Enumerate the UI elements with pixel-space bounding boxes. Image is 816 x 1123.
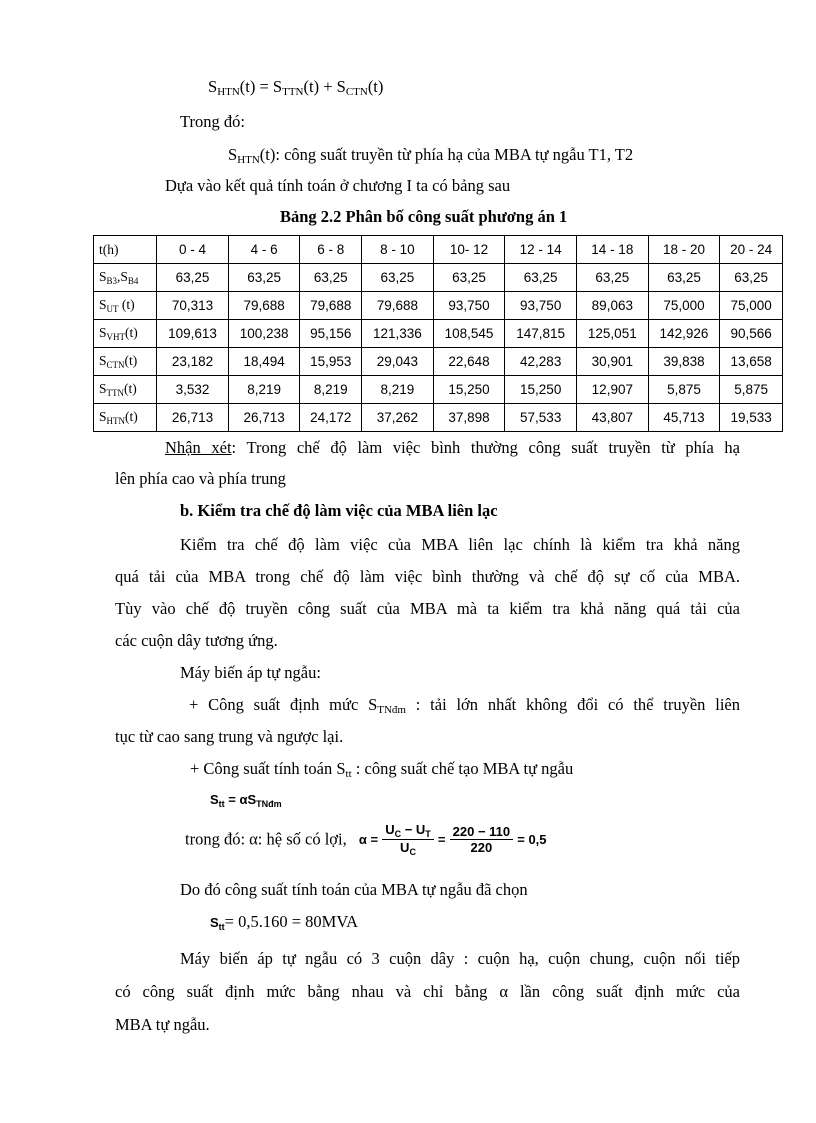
para1-line4: các cuộn dây tương ứng. (115, 631, 278, 650)
header-cell: 18 - 20 (648, 236, 720, 264)
row-label: $S_{VHT}(t)$ (94, 320, 157, 348)
table-cell: 3,532 (157, 376, 229, 404)
table-cell: 121,336 (362, 320, 434, 348)
table-cell: 26,713 (157, 404, 229, 432)
alpha-fraction-numeric: $\frac{220 - 110}{220}$ (450, 824, 513, 855)
table-cell: 63,25 (362, 264, 434, 292)
table-header-row (94, 236, 783, 264)
nhan-xet-line2: lên phía cao và phía trung (115, 469, 286, 488)
header-cell: 6 - 8 (300, 236, 362, 264)
table-cell: 57,533 (505, 404, 577, 432)
table-cell: 79,688 (300, 292, 362, 320)
row-label: $S_{CTN}(t)$ (94, 348, 157, 376)
table-cell: 5,875 (648, 376, 720, 404)
table-cell: 63,25 (157, 264, 229, 292)
row-label: $S_{B3},S_{B4}$ (94, 264, 157, 292)
header-cell-time: t(h) (94, 236, 157, 264)
table-cell: 24,172 (300, 404, 362, 432)
para2-line3: MBA tự ngẫu. (115, 1015, 210, 1034)
table-cell: 75,000 (720, 292, 783, 320)
power-distribution-table (93, 235, 783, 432)
table-cell: 26,713 (228, 404, 300, 432)
table-cell: 45,713 (648, 404, 720, 432)
table-row (94, 376, 783, 404)
table-cell: 79,688 (362, 292, 434, 320)
table-cell: 63,25 (648, 264, 720, 292)
table-cell: 142,926 (648, 320, 720, 348)
formula-shtn: $S_{HTN}(t) = S_{TTN}(t) + S_{CTN}(t)$ (208, 77, 384, 98)
table-cell: 8,219 (362, 376, 434, 404)
table-cell: 8,219 (228, 376, 300, 404)
table-cell: 15,250 (505, 376, 577, 404)
table-cell: 29,043 (362, 348, 434, 376)
table-cell: 12,907 (577, 376, 649, 404)
alpha-fraction-symbolic: $\frac{U_C - U_T}{U_C}$ (382, 822, 434, 857)
table-cell: 147,815 (505, 320, 577, 348)
para2-line2: có công suất định mức bằng nhau và chỉ bằng α lần công suất định mức của (115, 982, 740, 1001)
table-cell: 93,750 (433, 292, 505, 320)
para1-line2: quá tải của MBA trong chế độ làm việc bình thường và chế độ sự cố của MBA. (115, 567, 740, 586)
cs-dinh-muc-line1: + Công suất định mức $S_{TNđm}$ : tải lớn nhất không đổi có thể truyền liên (189, 695, 740, 716)
table-cell: 109,613 (157, 320, 229, 348)
table-cell: 18,494 (228, 348, 300, 376)
table-cell: 63,25 (228, 264, 300, 292)
table-row (94, 264, 783, 292)
table-row (94, 348, 783, 376)
stt-value: $S_{tt}= 0,5.160 = 80MVA$ (210, 912, 359, 932)
table-cell: 108,545 (433, 320, 505, 348)
table-cell: 8,219 (300, 376, 362, 404)
table-cell: 100,238 (228, 320, 300, 348)
table-cell: 63,25 (433, 264, 505, 292)
table-title: Bảng 2.2 Phân bố công suất phương án 1 (280, 207, 568, 226)
table-cell: 15,953 (300, 348, 362, 376)
table-cell: 42,283 (505, 348, 577, 376)
table-row (94, 320, 783, 348)
dua-vao-text: Dựa vào kết quả tính toán ở chương I ta có bảng sau (165, 176, 511, 195)
para2-line1: Máy biến áp tự ngẫu có 3 cuộn dây : cuộn hạ, cuộn chung, cuộn nối tiếp (180, 949, 740, 968)
nhan-xet-line1: Nhận xét: Trong chế độ làm việc bình thường công suất truyền từ phía hạ (165, 438, 740, 457)
table-cell: 43,807 (577, 404, 649, 432)
table-cell: 37,262 (362, 404, 434, 432)
table-cell: 75,000 (648, 292, 720, 320)
table-cell: 90,566 (720, 320, 783, 348)
table-cell: 37,898 (433, 404, 505, 432)
para1-line3: Tùy vào chế độ truyền công suất của MBA mà ta kiểm tra khả năng quá tải của (115, 599, 740, 618)
header-cell: 10- 12 (433, 236, 505, 264)
table-cell: 30,901 (577, 348, 649, 376)
table-cell: 13,658 (720, 348, 783, 376)
table-cell: 22,648 (433, 348, 505, 376)
row-label: $S_{HTN}(t)$ (94, 404, 157, 432)
table-cell: 125,051 (577, 320, 649, 348)
table-cell: 93,750 (505, 292, 577, 320)
def-shtn: $S_{HTN}(t)$: công suất truyền từ phía hạ của MBA tự ngẫu T1, T2 (228, 145, 634, 166)
table-cell: 70,313 (157, 292, 229, 320)
header-cell: 20 - 24 (720, 236, 783, 264)
table-cell: 15,250 (433, 376, 505, 404)
table-row (94, 404, 783, 432)
trong-do-label: Trong đó: (180, 112, 245, 131)
para1-line1: Kiểm tra chế độ làm việc của MBA liên lạc chính là kiểm tra khả năng (180, 535, 740, 554)
row-label: $S_{TTN}(t)$ (94, 376, 157, 404)
table-row (94, 292, 783, 320)
section-b-heading: b. Kiểm tra chế độ làm việc của MBA liên lạc (180, 501, 498, 520)
do-do-text: Do đó công suất tính toán của MBA tự ngẫu đã chọn (180, 880, 528, 899)
header-cell: 8 - 10 (362, 236, 434, 264)
formula-stt: $S_{tt} = \alpha S_{TNđm}$ (210, 792, 282, 809)
header-cell: 4 - 6 (228, 236, 300, 264)
header-cell: 12 - 14 (505, 236, 577, 264)
table-cell: 23,182 (157, 348, 229, 376)
table-cell: 5,875 (720, 376, 783, 404)
header-cell: 14 - 18 (577, 236, 649, 264)
table-cell: 63,25 (720, 264, 783, 292)
table-cell: 19,533 (720, 404, 783, 432)
table-cell: 39,838 (648, 348, 720, 376)
table-cell: 63,25 (577, 264, 649, 292)
table-cell: 95,156 (300, 320, 362, 348)
header-cell: 0 - 4 (157, 236, 229, 264)
cs-dinh-muc-line2: tục từ cao sang trung và ngược lại. (115, 727, 344, 746)
table-cell: 79,688 (228, 292, 300, 320)
alpha-formula: trong đó: α: hệ số có lợi, α = $\frac{U_C - U_T}{U_C}$ = $\frac{220 - 110}{220}$ = 0,5 (185, 822, 547, 857)
table-cell: 89,063 (577, 292, 649, 320)
may-bien-ap-label: Máy biến áp tự ngẫu: (180, 663, 321, 682)
cs-tinh-toan: + Công suất tính toán $S_{tt}$ : công suất chế tạo MBA tự ngẫu (190, 759, 574, 780)
table-cell: 63,25 (300, 264, 362, 292)
table-cell: 63,25 (505, 264, 577, 292)
row-label: $S_{UT}$ (t) (94, 292, 157, 320)
